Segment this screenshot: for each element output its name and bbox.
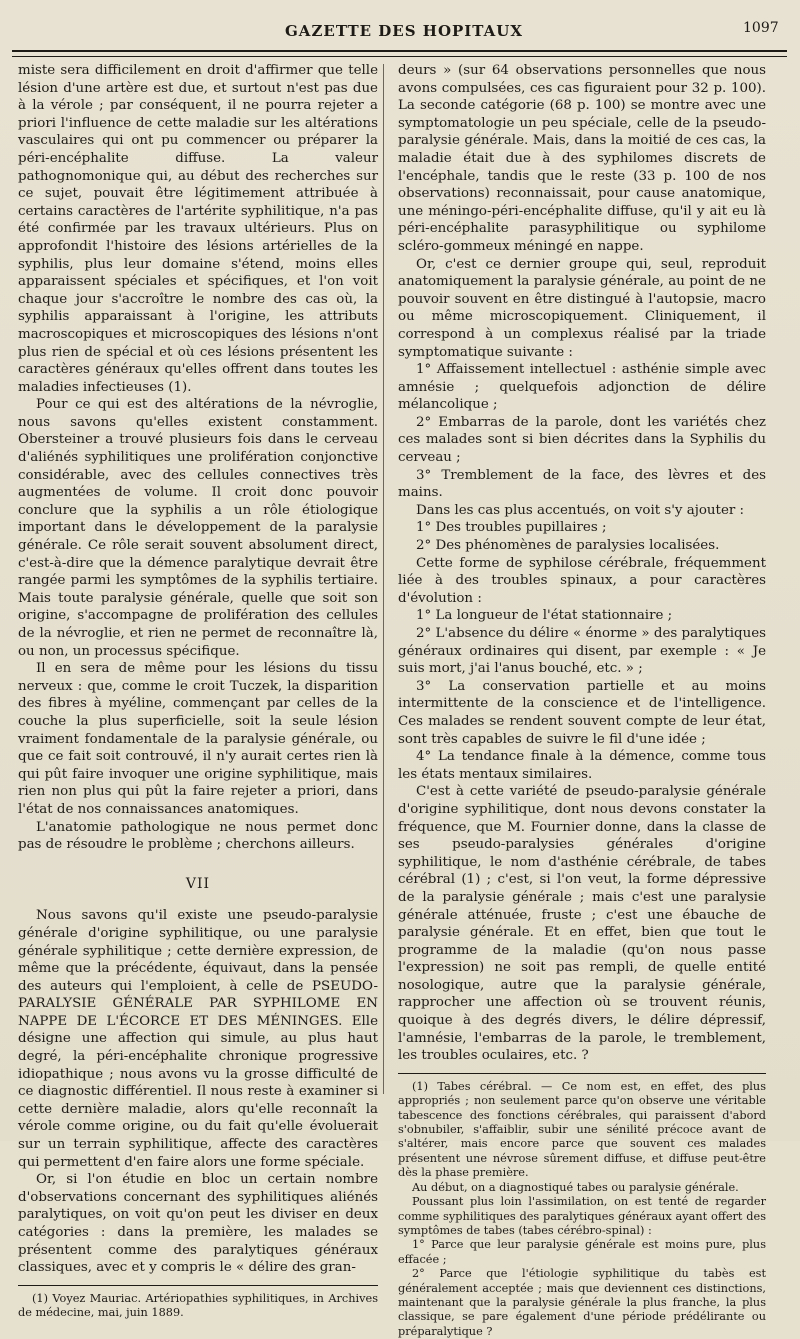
journal-title: GAZETTE DES HOPITAUX	[285, 22, 524, 40]
paragraph: Cette forme de syphilose cérébrale, fréquemment liée à des troubles spinaux, a pour caractères d'évolution :	[398, 555, 766, 606]
paragraph: miste sera difficilement en droit d'affirmer que telle lésion d'une artère est due, et surtout n'est pas due à la vérole ; par conséquent, il ne pourra rejeter a priori l'influence de cette maladie sur les altérations vasculaires qui ont pu commencer ou préparer la péri-encéphalite diffuse. La valeur pathognomonique qui, au début des recherches sur ce sujet, pouvait être légitimement attribuée à certains caractères de l'artérite syphilitique, n'a pas été confirmée par les travaux ultérieurs. Plus on approfondit l'histoire des lésions artérielles de la syphilis, plus leur domaine s'étend, moins elles apparaissent spéciales et spécifiques, et l'on voit chaque jour s'accroître le nombre des cas où, la syphilis apparaissant à l'origine, les attributs macroscopiques et microscopiques des lésions n'ont plus rien de spécial et où ces lésions présentent les caractères généraux qu'elles offrent dans toutes les maladies infectieuses (1).	[18, 63, 378, 395]
footnotes-left	[18, 1292, 378, 1321]
page-number: 1097	[743, 20, 779, 36]
footnote: (1) Tabes cérébral. — Ce nom est, en effet, des plus appropriés ; non seulement parce qu'on observe une véritable tabescence des fonctions cérébrales, qui paraissent d'abord s'obnubiler, s'affaiblir, subir une sénilité précoce avant de s'altérer, mais encore parce que souvent ces malades présentent une névrose sûrement diffuse, et diffuse peut-être dès la phase première.	[398, 1079, 766, 1180]
list-item: 4° La tendance finale à la démence, comme tous les états mentaux similaires.	[398, 749, 766, 782]
paragraph: L'anatomie pathologique ne nous permet donc pas de résoudre le problème ; cherchons ailleurs.	[18, 819, 378, 853]
list-item: 1° Des troubles pupillaires ;	[416, 520, 607, 536]
paragraph: C'est à cette variété de pseudo-paralysie générale d'origine syphilitique, dont nous devons constater la fréquence, que M. Fournier donne, dans la classe de ses pseudo-paralysies générales d'origine syphilitique, le nom d'asthénie cérébrale, de tabes cérébral (1) ; c'est, si l'on veut, la forme dépressive de la paralysie générale ; mais c'est une paralysie générale atténuée, fruste ; c'est une ébauche de paralysie générale. Et en effet, bien que tout le programme de la maladie (qu'on nous passe l'expression) ne soit pas rempli, de quelle entité nosologique, autre que la paralysie générale, rapprocher une affection où se trouvent réunis, quoique à des degrés divers, le délire dépressif, l'amnésie, l'embarras de la parole, le tremblement, les troubles oculaires, etc. ?	[398, 784, 766, 1064]
footnotes-right	[398, 1080, 766, 1339]
list-item: 2° L'absence du délire « énorme » des paralytiques généraux ordinaires qui disent, par exemple : « Je suis mort, j'ai l'anus bouché, etc. » ;	[398, 626, 766, 677]
list-item: 3° Tremblement de la face, des lèvres et des mains.	[398, 467, 766, 501]
paragraph: deurs » (sur 64 observations personnelles que nous avons compulsées, ces cas figuraient pour 32 p. 100). La seconde catégorie (68 p. 100) se montre avec une symptomatologie un peu spéciale, celle de la pseudo-paralysie générale. Mais, dans la moitié de ces cas, la maladie était due à des syphilomes discrets de l'encéphale, tandis que le reste (33 p. 100 de nos observations) reconnaissait, pour cause anatomique, une méningo-péri-encéphalite diffuse, qu'il y ait eu là péri-encéphalite parasyphilitique ou syphilome scléro-gommeux méningé en nappe.	[398, 63, 766, 254]
paragraph: Dans les cas plus accentués, on voit s'y ajouter :	[416, 502, 745, 518]
footnote: Poussant plus loin l'assimilation, on est tenté de regarder comme syphilitiques des paralytiques généraux ayant offert des symptômes de tabes (tabes cérébro-spinal) :	[398, 1195, 766, 1237]
footnote-rule	[18, 1285, 378, 1286]
paragraph: Or, si l'on étudie en bloc un certain nombre d'observations concernant des syphilitiques aliénés paralytiques, on voit qu'on peut les diviser en deux catégories : dans la première, les malades se présentent comme des paralytiques généraux classiques, avec et y compris le « délire des gran-	[18, 1172, 378, 1276]
paragraph: Il en sera de même pour les lésions du tissu nerveux : que, comme le croit Tuczek, la disparition des fibres à myéline, commençant par celles de la couche la plus superficielle, soit la seule lésion vraiment fondamentale de la paralysie générale, ou que ce fait soit controuvé, il n'y aurait certes rien là qui pût faire invoquer une origine syphilitique, mais rien non plus qui pût la faire rejeter a priori, dans l'état de nos connaissances anatomiques.	[18, 661, 378, 817]
list-item: 2° Des phénomènes de paralysies localisées.	[416, 538, 720, 554]
list-item: 2° Embarras de la parole, dont les variétés chez ces malades sont si bien décrites dans la Syphilis du cerveau ;	[398, 414, 766, 466]
column-divider	[383, 64, 384, 1094]
page-header	[0, 18, 800, 46]
section-heading: VII	[185, 875, 211, 892]
list-item: 3° La conservation partielle et au moins intermittente de la conscience et de l'intelligence. Ces malades se rendent souvent compte de leur état, sont très capables de suivre le fil d'une idée ;	[398, 678, 766, 747]
list-item: 1° La longueur de l'état stationnaire ;	[416, 608, 673, 624]
paragraph: Nous savons qu'il existe une pseudo-paralysie générale d'origine syphilitique, ou une paralysie générale syphilitique ; cette dernière expression, de même que la précédente, équivaut, dans la pensée des auteurs qui l'emploient, à celle de PSEUDO-PARALYSIE GÉNÉRALE PAR SYPHILOME EN NAPPE DE L'ÉCORCE ET DES MÉNINGES. Elle désigne une affection qui simule, au plus haut degré, la péri-encéphalite chronique progressive idiopathique ; nous avons vu la grosse difficulté de ce diagnostic différentiel. Il nous reste à examiner si cette dernière maladie, alors qu'elle reconnaît la vérole comme origine, ou du fait qu'elle évoluerait sur un terrain syphilitique, affecte des caractères qui permettent d'en faire alors une forme spéciale.	[18, 908, 378, 1170]
paragraph: Or, c'est ce dernier groupe qui, seul, reproduit anatomiquement la paralysie générale, au point de ne pouvoir souvent en être distingué à l'autopsie, macro ou même microscopiquement. Cliniquement, il correspond à un complexus réalisé par la triade symptomatique suivante :	[398, 256, 766, 360]
list-item: 1° Affaissement intellectuel : asthénie simple avec amnésie ; quelquefois adjonction de délire mélancolique ;	[398, 362, 766, 413]
footnote-rule	[398, 1073, 766, 1074]
right-column	[398, 62, 766, 1339]
footnote: 1° Parce que leur paralysie générale est moins pure, plus effacée ;	[398, 1238, 766, 1266]
footnote: 2° Parce que l'étiologie syphilitique du tabès est généralement acceptée ; mais que deviennent ces distinctions, maintenant que la paralysie générale la plus franche, la plus classique, se pare également d'une période prédélirante ou préparalytique ?	[398, 1267, 766, 1338]
header-rule-thin	[12, 56, 787, 57]
header-rule-thick	[12, 50, 787, 52]
left-column	[18, 62, 378, 1321]
paragraph: Pour ce qui est des altérations de la névroglie, nous savons qu'elles existent constamment. Obersteiner a trouvé plusieurs fois dans le cerveau d'aliénés syphilitiques une prolifération conjonctive considérable, avec des cellules connectives très augmentées de volume. Il croit donc pouvoir conclure que la syphilis a un rôle étiologique important dans le développement de la paralysie générale. Ce rôle serait souvent absolument direct, c'est-à-dire que la démence paralytique devrait être rangée parmi les symptômes de la syphilis tertiaire. Mais toute paralysie générale, quelle que soit son origine, s'accompagne de prolifération des cellules de la névroglie, et rien ne permet de reconnaître là, ou non, un processus spécifique.	[18, 397, 378, 659]
footnote: Au début, on a diagnostiqué tabes ou paralysie générale.	[412, 1180, 739, 1194]
footnote: (1) Voyez Mauriac. Artériopathies syphilitiques, in Archives de médecine, mai, juin 1889.	[18, 1291, 378, 1320]
